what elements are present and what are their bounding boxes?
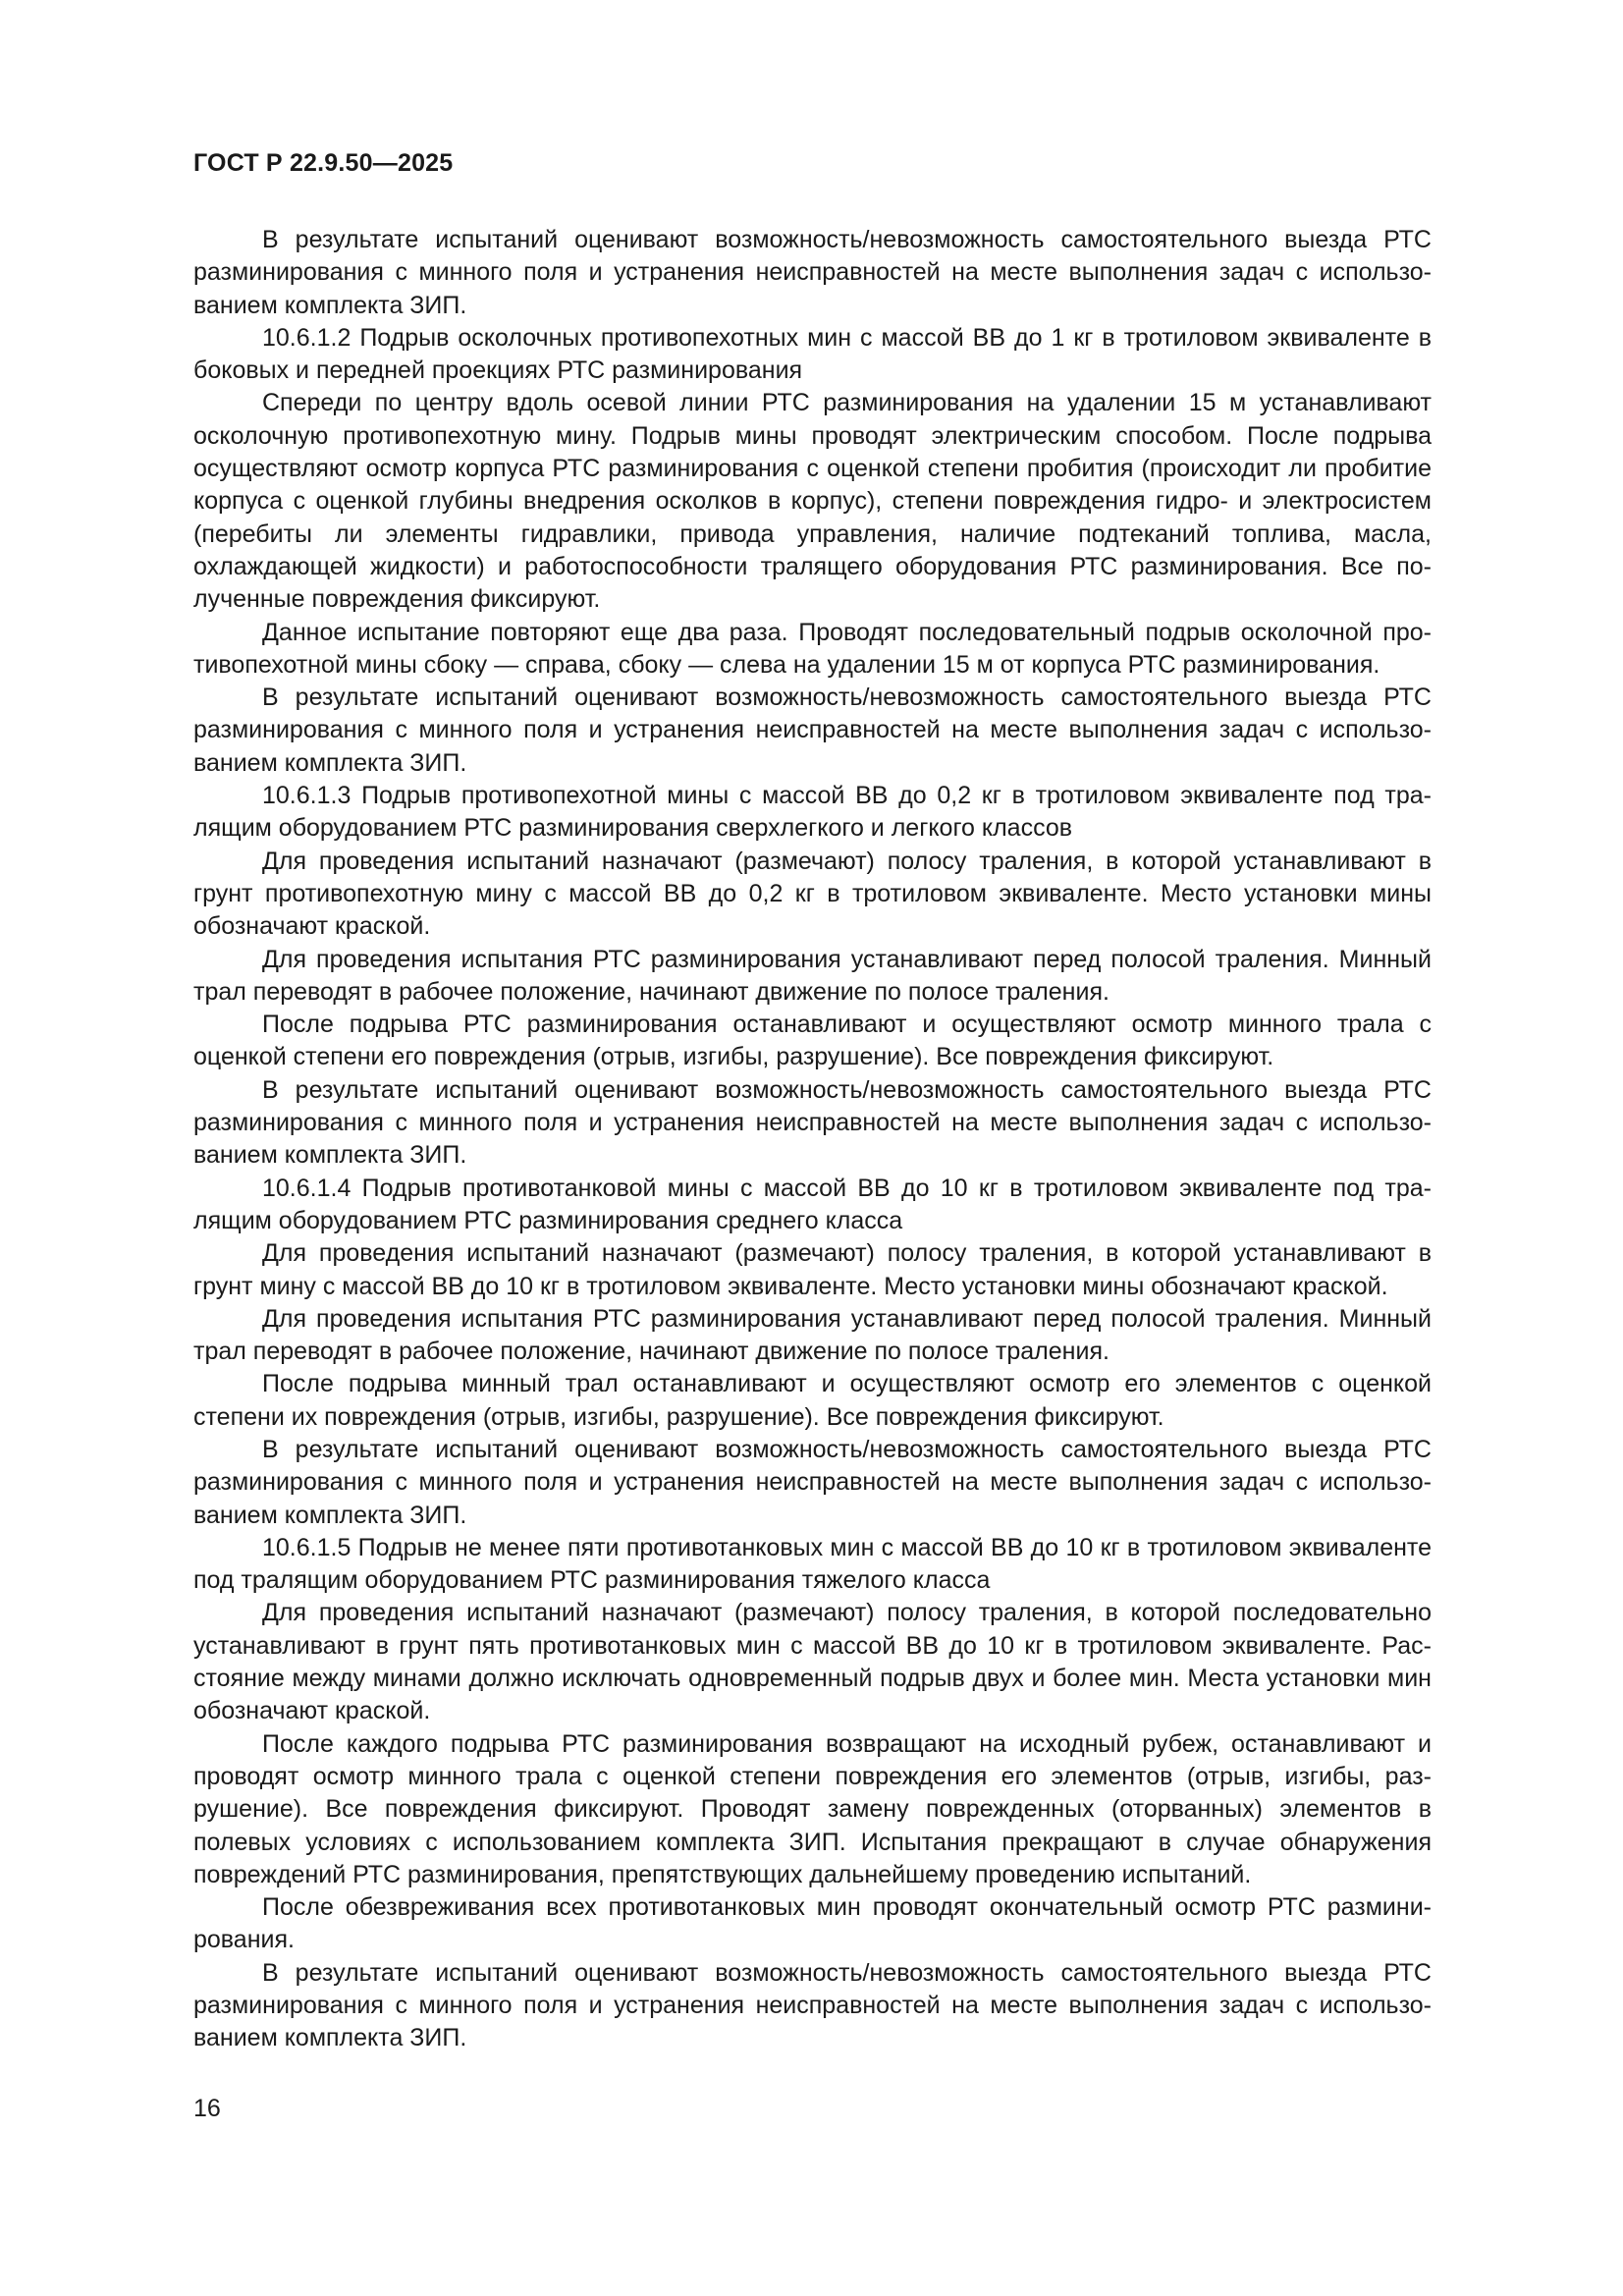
section-heading-10-6-1-2: 10.6.1.2 Подрыв осколочных противопехотных мин с массой ВВ до 1 кг в тротиловом эквиваленте в боковых и передней проекциях РТС разминирования <box>193 323 1432 385</box>
page-number: 16 <box>193 2095 221 2122</box>
paragraph: В результате испытаний оценивают возможность/невозможность самостоятельного выезда РТС разминирования с минного поля и устранения неисправностей на месте выполнения задач с использованием комплекта ЗИП. <box>193 226 1432 319</box>
paragraph: Данное испытание повторяют еще два раза. Проводят последовательный подрыв осколочной противопехотной мины сбоку — справа, сбоку — слева на удалении 15 м от корпуса РТС разминирования. <box>193 618 1432 679</box>
document-header-standard-id: ГОСТ Р 22.9.50—2025 <box>193 149 454 177</box>
paragraph: Для проведения испытания РТС разминирования устанавливают перед полосой траления. Минный трал переводят в рабочее положение, начинают движение по полосе траления. <box>193 1304 1432 1366</box>
section-heading-10-6-1-5: 10.6.1.5 Подрыв не менее пяти противотанковых мин с массой ВВ до 10 кг в тротиловом эквиваленте под тралящим оборудованием РТС разминирования тяжелого класса <box>193 1533 1432 1595</box>
paragraph: В результате испытаний оценивают возможность/невозможность самостоятельного выезда РТС разминирования с минного поля и устранения неисправностей на месте выполнения задач с использованием комплекта ЗИП. <box>193 1075 1432 1170</box>
paragraph: После каждого подрыва РТС разминирования возвращают на исходный рубеж, останавливают и проводят осмотр минного трала с оценкой степени повреждения его элементов (отрыв, изгибы, разрушение). Все повреждения фиксируют. Проводят замену поврежденных (оторванных) элементов в полевых условиях с использованием комплекта ЗИП. Испытания прекращают в случае обнаружения повреждений РТС разминирования, препятствующих дальнейшему проведению испытаний. <box>193 1729 1432 1888</box>
paragraph: Спереди по центру вдоль осевой линии РТС разминирования на удалении 15 м устанавливают осколочную противопехотную мину. Подрыв мины проводят электрическим способом. После подрыва осуществляют осмотр корпуса РТС разминирования с оценкой степени пробития (происходит ли пробитие корпуса с оценкой глубины внедрения осколков в корпус), степени повреждения гидро- и электросистем (перебиты ли элементы гидравлики, привода управления, наличие подтеканий топлива, масла, охлаждающей жидкости) и работоспособности тралящего оборудования РТС разминирования. Все полученные повреждения фиксируют. <box>193 389 1432 614</box>
paragraph: После подрыва РТС разминирования останавливают и осуществляют осмотр минного трала с оценкой степени его повреждения (отрыв, изгибы, разрушение). Все повреждения фиксируют. <box>193 1011 1432 1071</box>
paragraph: После обезвреживания всех противотанковых мин проводят окончательный осмотр РТС разминирования. <box>193 1893 1432 1954</box>
paragraph: Для проведения испытаний назначают (размечают) полосу траления, в которой устанавливают в грунт мину с массой ВВ до 10 кг в тротиловом эквиваленте. Место установки мины обозначают краской. <box>193 1239 1432 1300</box>
paragraph: Для проведения испытаний назначают (размечают) полосу траления, в которой последовательно устанавливают в грунт пять противотанковых мин с массой ВВ до 10 кг в тротиловом эквиваленте. Расстояние между минами должно исключать одновременный подрыв двух и более мин. Места установки мин обозначают краской. <box>193 1599 1432 1725</box>
section-heading-10-6-1-3: 10.6.1.3 Подрыв противопехотной мины с массой ВВ до 0,2 кг в тротиловом эквиваленте под тралящим оборудованием РТС разминирования сверхлегкого и легкого классов <box>193 782 1432 843</box>
paragraph: Для проведения испытаний назначают (размечают) полосу траления, в которой устанавливают в грунт противопехотную мину с массой ВВ до 0,2 кг в тротиловом эквиваленте. Место установки мины обозначают краской. <box>193 847 1432 941</box>
paragraph: Для проведения испытания РТС разминирования устанавливают перед полосой траления. Минный трал переводят в рабочее положение, начинают движение по полосе траления. <box>193 945 1432 1006</box>
paragraph: В результате испытаний оценивают возможность/невозможность самостоятельного выезда РТС разминирования с минного поля и устранения неисправностей на месте выполнения задач с использованием комплекта ЗИП. <box>193 1435 1432 1529</box>
paragraph: После подрыва минный трал останавливают и осуществляют осмотр его элементов с оценкой степени их повреждения (отрыв, изгибы, разрушение). Все повреждения фиксируют. <box>193 1370 1432 1431</box>
paragraph: В результате испытаний оценивают возможность/невозможность самостоятельного выезда РТС разминирования с минного поля и устранения неисправностей на месте выполнения задач с использованием комплекта ЗИП. <box>193 683 1432 777</box>
paragraph: В результате испытаний оценивают возможность/невозможность самостоятельного выезда РТС разминирования с минного поля и устранения неисправностей на месте выполнения задач с использованием комплекта ЗИП. <box>193 1958 1432 2052</box>
document-body <box>193 224 1432 2055</box>
section-heading-10-6-1-4: 10.6.1.4 Подрыв противотанковой мины с массой ВВ до 10 кг в тротиловом эквиваленте под тралящим оборудованием РТС разминирования среднего класса <box>193 1174 1432 1234</box>
